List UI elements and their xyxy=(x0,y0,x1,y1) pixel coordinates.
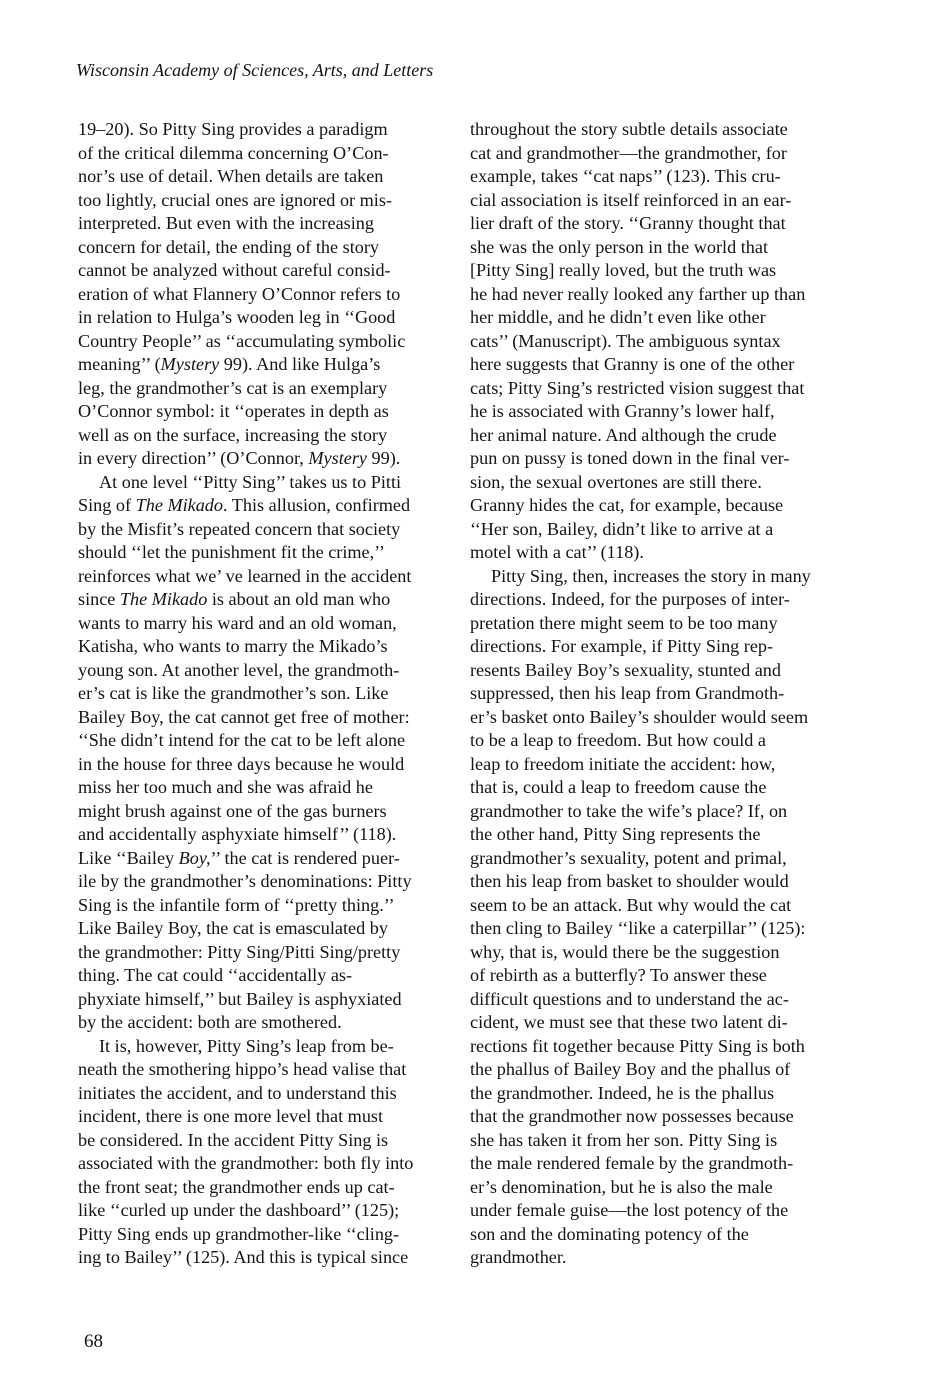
text-segment: Katisha, who wants to marry the Mikado’s xyxy=(78,636,388,656)
text-segment: since xyxy=(78,589,120,609)
text-segment: here suggests that Granny is one of the other xyxy=(470,354,795,374)
text-line xyxy=(78,612,463,636)
text-segment: cident, we must see that these two latent di- xyxy=(470,1012,788,1032)
text-line xyxy=(78,706,463,730)
right-column xyxy=(470,118,855,1270)
text-segment: ‘‘She didn’t intend for the cat to be left alone xyxy=(78,730,406,750)
text-segment: 99). And like Hulga’s xyxy=(219,354,381,374)
text-line xyxy=(470,847,855,871)
text-segment: rections fit together because Pitty Sing is both xyxy=(470,1035,805,1056)
text-segment: cial association is itself reinforced in an ear- xyxy=(470,189,792,210)
text-segment: resents Bailey Boy’s sexuality, stunted and xyxy=(470,659,781,680)
page-number: 68 xyxy=(84,1331,103,1352)
text-segment: 99). xyxy=(366,448,401,468)
text-line xyxy=(78,118,463,142)
text-segment: directions. For example, if Pitty Sing rep- xyxy=(470,636,774,656)
text-segment: cats’’ (Manuscript). The ambiguous syntax xyxy=(470,330,781,351)
text-line xyxy=(470,330,855,354)
text-line xyxy=(78,635,463,659)
text-segment: to be a leap to freedom. But how could a xyxy=(470,730,766,750)
text-segment: It is, however, Pitty Sing’s leap from be- xyxy=(99,1035,394,1056)
text-segment: Granny hides the cat, for example, because xyxy=(470,495,784,515)
text-segment: grandmother. xyxy=(470,1247,567,1267)
text-line xyxy=(78,236,463,260)
text-segment: by the Misfit’s repeated concern that society xyxy=(78,518,401,539)
text-line xyxy=(470,800,855,824)
text-segment: should ‘‘let the punishment fit the crime,’’ xyxy=(78,542,385,562)
text-line xyxy=(78,447,463,471)
text-line xyxy=(470,142,855,166)
text-segment: sion, the sexual overtones are still there. xyxy=(470,471,762,492)
text-line xyxy=(470,612,855,636)
text-line xyxy=(470,353,855,377)
text-segment: cannot be analyzed without careful consid- xyxy=(78,260,391,280)
text-line xyxy=(470,424,855,448)
text-line xyxy=(470,1082,855,1106)
text-line xyxy=(78,894,463,918)
text-segment: ’’ the cat is rendered puer- xyxy=(210,847,400,868)
text-line xyxy=(78,306,463,330)
text-segment: too lightly, crucial ones are ignored or mis- xyxy=(78,189,392,210)
text-segment: young son. At another level, the grandmoth- xyxy=(78,659,400,680)
text-segment: in relation to Hulga’s wooden leg in ‘‘Good xyxy=(78,307,396,327)
text-line xyxy=(470,212,855,236)
text-line xyxy=(470,588,855,612)
text-segment: the grandmother. Indeed, he is the phallus xyxy=(470,1082,775,1103)
text-line xyxy=(470,753,855,777)
left-column xyxy=(78,118,463,1270)
text-segment: is about an old man who xyxy=(207,589,391,609)
text-line xyxy=(78,400,463,424)
text-line xyxy=(78,165,463,189)
text-line xyxy=(78,541,463,565)
text-line xyxy=(470,659,855,683)
text-line xyxy=(78,1035,463,1059)
text-segment: like ‘‘curled up under the dashboard’’ (125); xyxy=(78,1200,400,1220)
text-segment: pun on pussy is toned down in the final ver- xyxy=(470,448,790,468)
text-segment: motel with a cat’’ (118). xyxy=(470,542,644,562)
text-line xyxy=(78,1058,463,1082)
text-line xyxy=(470,236,855,260)
text-line xyxy=(470,1152,855,1176)
text-segment: er’s cat is like the grandmother’s son. Like xyxy=(78,683,389,703)
text-line xyxy=(470,541,855,565)
text-segment: er’s basket onto Bailey’s shoulder would seem xyxy=(470,706,809,727)
text-segment: eration of what Flannery O’Connor refers to xyxy=(78,283,401,304)
text-segment: difficult questions and to understand the ac- xyxy=(470,988,789,1009)
text-line xyxy=(470,1223,855,1247)
text-segment: the other hand, Pitty Sing represents the xyxy=(470,824,761,844)
text-segment: concern for detail, the ending of the story xyxy=(78,236,379,257)
text-line xyxy=(470,1011,855,1035)
text-line xyxy=(78,212,463,236)
text-line xyxy=(78,800,463,824)
text-segment: incident, there is one more level that must xyxy=(78,1106,384,1126)
text-line xyxy=(78,424,463,448)
text-segment: of the critical dilemma concerning O’Con- xyxy=(78,142,389,163)
text-segment: Sing of xyxy=(78,495,136,515)
text-line xyxy=(78,565,463,589)
text-line xyxy=(78,1105,463,1129)
text-line xyxy=(470,706,855,730)
text-segment: the grandmother: Pitty Sing/Pitti Sing/pretty xyxy=(78,941,401,962)
text-segment: ile by the grandmother’s denominations: Pitty xyxy=(78,871,412,891)
text-line xyxy=(470,400,855,424)
text-line xyxy=(470,471,855,495)
italic-title: Boy, xyxy=(178,847,211,868)
text-line xyxy=(470,1246,855,1270)
text-line xyxy=(78,1011,463,1035)
text-segment: he is associated with Granny’s lower half, xyxy=(470,401,775,421)
text-segment: pretation there might seem to be too many xyxy=(470,612,778,633)
text-line xyxy=(78,776,463,800)
text-segment: wants to marry his ward and an old woman, xyxy=(78,612,397,633)
text-segment: her animal nature. And although the crude xyxy=(470,424,777,445)
text-segment: lier draft of the story. ‘‘Granny thought that xyxy=(470,213,786,233)
text-line xyxy=(78,847,463,871)
text-line xyxy=(78,142,463,166)
text-segment: nor’s use of detail. When details are taken xyxy=(78,166,384,186)
text-segment: the phallus of Bailey Boy and the phallus of xyxy=(470,1059,791,1079)
text-segment: the male rendered female by the grandmoth- xyxy=(470,1153,794,1173)
text-line xyxy=(470,518,855,542)
text-line xyxy=(78,1246,463,1270)
text-segment: then cling to Bailey ‘‘like a caterpillar’’ (125): xyxy=(470,918,806,938)
text-segment: leap to freedom initiate the accident: how, xyxy=(470,753,776,774)
text-segment: ‘‘Her son, Bailey, didn’t like to arrive at a xyxy=(470,518,774,539)
text-line xyxy=(78,330,463,354)
text-line xyxy=(470,494,855,518)
text-segment: reinforces what we’ ve learned in the accident xyxy=(78,565,412,586)
text-segment: and accidentally asphyxiate himself’’ (118). xyxy=(78,824,397,844)
text-segment: [Pitty Sing] really loved, but the truth was xyxy=(470,260,777,280)
text-line xyxy=(470,682,855,706)
text-segment: neath the smothering hippo’s head valise that xyxy=(78,1059,407,1079)
italic-title: Mystery xyxy=(160,354,220,374)
text-line xyxy=(78,988,463,1012)
text-line xyxy=(78,1129,463,1153)
text-line xyxy=(470,941,855,965)
text-line xyxy=(78,1199,463,1223)
text-segment: 19–20). So Pitty Sing provides a paradigm xyxy=(78,119,388,139)
text-line xyxy=(470,964,855,988)
italic-title: Mystery xyxy=(308,448,367,468)
text-line xyxy=(470,1129,855,1153)
text-line xyxy=(78,1152,463,1176)
text-line xyxy=(470,118,855,142)
text-line xyxy=(470,283,855,307)
text-line xyxy=(78,259,463,283)
text-line xyxy=(470,1035,855,1059)
text-segment: thing. The cat could ‘‘accidentally as- xyxy=(78,965,353,985)
text-segment: miss her too much and she was afraid he xyxy=(78,777,373,797)
text-segment: Sing is the infantile form of ‘‘pretty thing.’’ xyxy=(78,894,395,915)
text-line xyxy=(78,588,463,612)
text-segment: ing to Bailey’’ (125). And this is typical since xyxy=(78,1247,409,1267)
text-line xyxy=(470,776,855,800)
text-line xyxy=(78,753,463,777)
text-segment: the front seat; the grandmother ends up cat- xyxy=(78,1176,395,1197)
text-segment: meaning’’ ( xyxy=(78,354,161,374)
text-line xyxy=(78,1082,463,1106)
text-segment: O’Connor symbol: it ‘‘operates in depth as xyxy=(78,401,389,421)
text-line xyxy=(470,1058,855,1082)
text-line xyxy=(78,189,463,213)
text-segment: Pitty Sing ends up grandmother-like ‘‘cling- xyxy=(78,1223,400,1244)
text-segment: he had never really looked any farther up than xyxy=(470,283,806,304)
italic-title: The Mikado xyxy=(119,589,208,609)
text-segment: interpreted. But even with the increasing xyxy=(78,213,374,233)
text-line xyxy=(470,1176,855,1200)
text-segment: her middle, and he didn’t even like other xyxy=(470,307,766,327)
text-line xyxy=(78,1223,463,1247)
text-line xyxy=(78,283,463,307)
text-segment: might brush against one of the gas burners xyxy=(78,800,387,821)
text-line xyxy=(78,729,463,753)
text-segment: of rebirth as a butterfly? To answer these xyxy=(470,965,767,985)
text-segment: in the house for three days because he would xyxy=(78,753,405,774)
text-segment: Like Bailey Boy, the cat is emasculated by xyxy=(78,918,388,938)
text-line xyxy=(78,870,463,894)
text-segment: . This allusion, confirmed xyxy=(223,495,411,515)
text-segment: At one level ‘‘Pitty Sing’’ takes us to Pitti xyxy=(99,471,402,492)
text-segment: under female guise—the lost potency of the xyxy=(470,1200,789,1220)
text-segment: directions. Indeed, for the purposes of inter- xyxy=(470,589,790,609)
text-segment: Country People’’ as ‘‘accumulating symbolic xyxy=(78,330,406,351)
text-segment: Bailey Boy, the cat cannot get free of mother: xyxy=(78,706,410,727)
text-line xyxy=(470,306,855,330)
text-line xyxy=(470,165,855,189)
text-segment: grandmother to take the wife’s place? If, on xyxy=(470,800,788,821)
text-segment: cats; Pitty Sing’s restricted vision suggest that xyxy=(470,377,805,398)
text-segment: she was the only person in the world that xyxy=(470,236,769,257)
text-line xyxy=(470,1199,855,1223)
text-line xyxy=(470,189,855,213)
text-line xyxy=(78,659,463,683)
text-segment: suppressed, then his leap from Grandmoth- xyxy=(470,683,785,703)
text-segment: er’s denomination, but he is also the male xyxy=(470,1176,773,1197)
text-segment: in every direction’’ (O’Connor, xyxy=(78,448,309,468)
text-segment: phyxiate himself,’’ but Bailey is asphyxiated xyxy=(78,988,402,1009)
text-segment: by the accident: both are smothered. xyxy=(78,1012,342,1032)
text-segment: cat and grandmother—the grandmother, for xyxy=(470,142,787,163)
text-segment: initiates the accident, and to understand this xyxy=(78,1082,397,1103)
text-line xyxy=(470,823,855,847)
text-line xyxy=(78,377,463,401)
text-line xyxy=(470,259,855,283)
text-line xyxy=(78,518,463,542)
text-line xyxy=(470,565,855,589)
text-line xyxy=(470,988,855,1012)
text-line xyxy=(78,1176,463,1200)
text-segment: grandmother’s sexuality, potent and primal, xyxy=(470,847,787,868)
text-segment: Like ‘‘Bailey xyxy=(78,847,179,868)
text-line xyxy=(78,964,463,988)
text-segment: why, that is, would there be the suggestion xyxy=(470,941,780,962)
text-line xyxy=(470,917,855,941)
text-segment: example, takes ‘‘cat naps’’ (123). This cru- xyxy=(470,166,781,186)
text-segment: she has taken it from her son. Pitty Sing is xyxy=(470,1129,778,1150)
text-segment: son and the dominating potency of the xyxy=(470,1223,749,1244)
text-line xyxy=(78,941,463,965)
text-line xyxy=(78,917,463,941)
text-segment: leg, the grandmother’s cat is an exemplary xyxy=(78,377,388,398)
text-line xyxy=(78,682,463,706)
running-head: Wisconsin Academy of Sciences, Arts, and Letters xyxy=(76,60,434,80)
text-line xyxy=(470,870,855,894)
text-line xyxy=(470,377,855,401)
text-line xyxy=(470,1105,855,1129)
text-segment: Pitty Sing, then, increases the story in many xyxy=(491,565,811,586)
text-line xyxy=(470,729,855,753)
text-segment: associated with the grandmother: both fly into xyxy=(78,1153,414,1173)
text-line xyxy=(470,635,855,659)
text-segment: well as on the surface, increasing the story xyxy=(78,424,388,445)
text-segment: that is, could a leap to freedom cause the xyxy=(470,777,767,797)
text-line xyxy=(78,823,463,847)
text-line xyxy=(78,494,463,518)
text-segment: that the grandmother now possesses because xyxy=(470,1106,794,1126)
text-line xyxy=(470,894,855,918)
text-segment: then his leap from basket to shoulder would xyxy=(470,871,789,891)
text-line xyxy=(470,447,855,471)
text-segment: seem to be an attack. But why would the cat xyxy=(470,894,792,915)
italic-title: The Mikado xyxy=(135,495,223,515)
text-segment: throughout the story subtle details associate xyxy=(470,119,788,139)
text-segment: be considered. In the accident Pitty Sing is xyxy=(78,1129,389,1150)
text-line xyxy=(78,353,463,377)
text-line xyxy=(78,471,463,495)
